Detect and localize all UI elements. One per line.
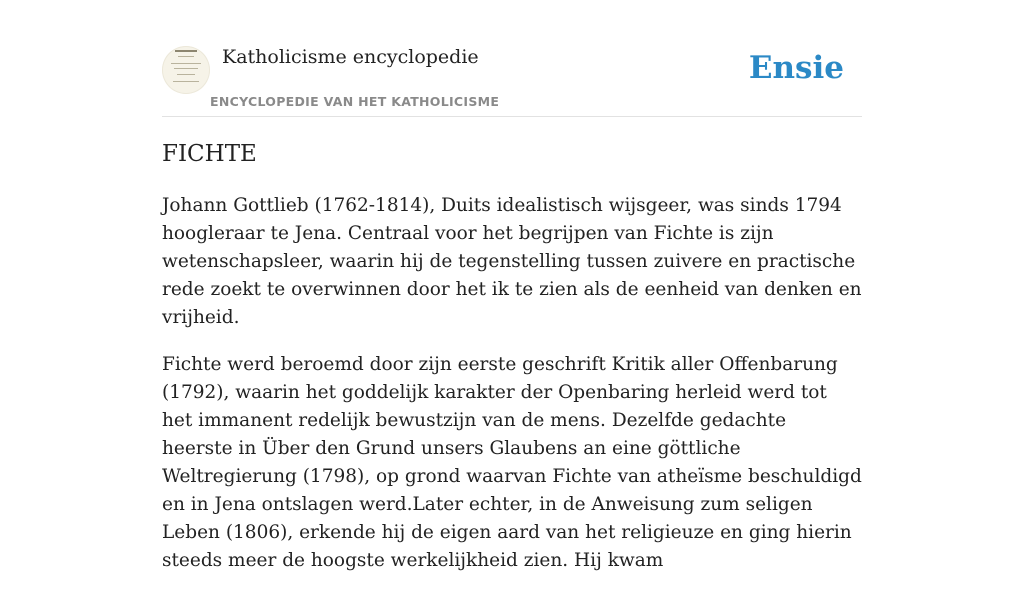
site-header bbox=[162, 0, 862, 117]
cover-line bbox=[177, 74, 195, 75]
encyclopedia-subtitle: ENCYCLOPEDIE VAN HET KATHOLICISME bbox=[210, 94, 500, 109]
encyclopedia-title-link[interactable]: Katholicisme encyclopedie bbox=[222, 46, 479, 68]
ensie-logo-link[interactable]: Ensie bbox=[748, 50, 844, 86]
cover-line bbox=[175, 50, 197, 52]
cover-line bbox=[173, 81, 199, 82]
article-paragraph: Fichte werd beroemd door zijn eerste geschrift Kritik aller Offenbarung (1792), waarin het goddelijk karakter der Openbaring herleid werd tot het immanent redelijk bewustzijn van de mens. Dezelfde gedachte heerste in Über den Grund unsers Glaubens an eine göttliche Weltregierung (1798), op grond waarvan Fichte van atheïsme beschuldigd en in Jena ontslagen werd.Later echter, in de Anweisung zum seligen Leben (1806), erkende hij de eigen aard van het religieuze en ging hierin steeds meer de hoogste werkelijkheid zien. Hij kwam bbox=[162, 354, 862, 571]
cover-line bbox=[178, 56, 194, 57]
article-paragraph: Johann Gottlieb (1762-1814), Duits idealistisch wijsgeer, was sinds 1794 hoogleraar te Jena. Centraal voor het begrijpen van Fichte is zijn wetenschapsleer, waarin hij de tegenstelling tussen zuivere en practische rede zoekt te overwinnen door het ik te zien als de eenheid van denken en vrijheid. bbox=[162, 195, 862, 328]
article bbox=[162, 138, 862, 594]
cover-line bbox=[174, 68, 198, 69]
cover-line bbox=[171, 63, 201, 64]
article-title: FICHTE bbox=[162, 141, 257, 167]
encyclopedia-cover-icon[interactable] bbox=[162, 46, 210, 94]
